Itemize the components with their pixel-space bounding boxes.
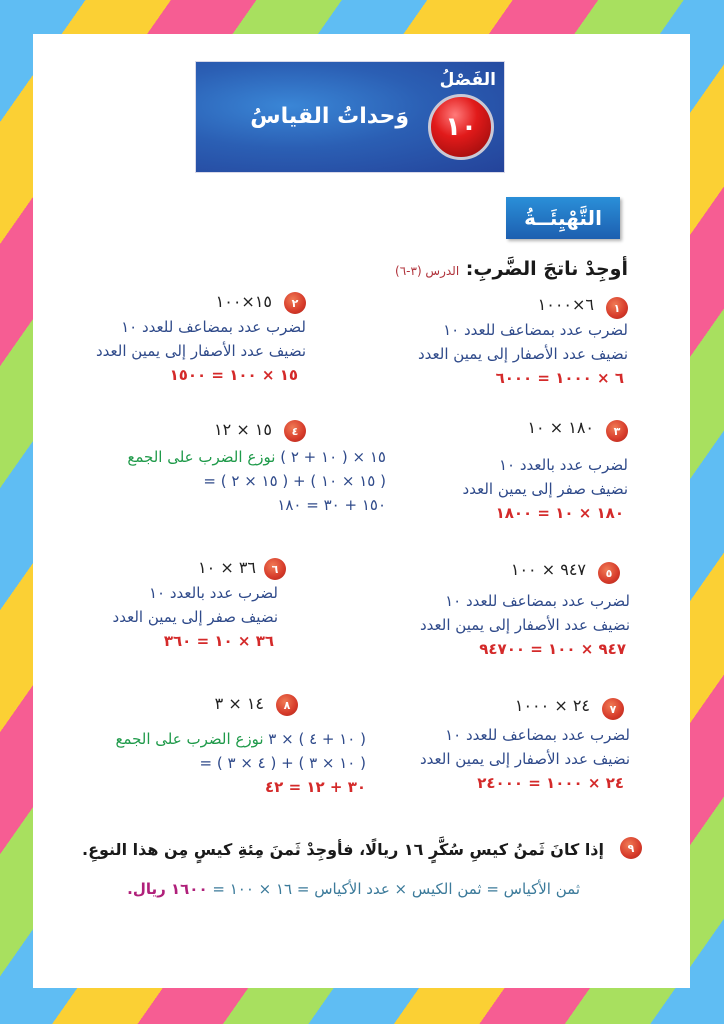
explanation-line: نضيف عدد الأصفار إلى يمين العدد xyxy=(420,616,630,634)
explanation-line: لضرب عدد بمضاعف للعدد ١٠ xyxy=(121,318,306,336)
explanation-line: نضيف عدد الأصفار إلى يمين العدد xyxy=(418,345,628,363)
problem-8 xyxy=(115,694,366,799)
answer: ٩٤٧ × ١٠٠ = ٩٤٧٠٠ xyxy=(479,640,626,658)
explanation-line: ( ١٥ × ١٠ ) + ( ١٥ × ٢ ) = xyxy=(203,472,386,490)
instruction xyxy=(395,258,628,280)
problem-3 xyxy=(463,418,628,525)
number-badge: ٥ xyxy=(598,562,620,584)
answer: ١٥ × ١٠٠ = ١٥٠٠ xyxy=(169,366,298,384)
explanation-line: نضيف عدد الأصفار إلى يمين العدد xyxy=(96,342,306,360)
explanation-line: نضيف عدد الأصفار إلى يمين العدد xyxy=(420,750,630,768)
problem-expression: ١٤ × ٣ xyxy=(214,694,264,713)
number-badge: ٢ xyxy=(284,292,306,314)
distribution-step: ١٥ × ( ١٠ + ٢ ) xyxy=(280,448,386,466)
problem-2 xyxy=(96,292,306,387)
lesson-ref: الدرس (٣-٦) xyxy=(395,264,460,278)
number-badge: ٣ xyxy=(606,420,628,442)
answer: ٣٠ + ١٢ = ٤٢ xyxy=(265,778,366,796)
explanation-line xyxy=(115,727,366,751)
word-problem-question: إذا كانَ ثَمنُ كيسِ سُكَّرٍ ١٦ ريالًا، فأوجِدْ ثَمنَ مِئةِ كيسٍ مِن هذا النوعِ. xyxy=(81,840,604,859)
chapter-title: وَحداتُ القياسُ xyxy=(250,104,409,129)
problem-expression: ١٥×١٠٠ xyxy=(215,292,272,311)
distribution-note: نوزع الضرب على الجمع xyxy=(115,730,264,748)
explanation-line: ١٥٠ + ٣٠ = ١٨٠ xyxy=(277,496,386,514)
problem-expression: ٣٦ × ١٠ xyxy=(198,558,256,577)
problem-expression: ١٥ × ١٢ xyxy=(214,420,272,439)
number-badge: ٧ xyxy=(602,698,624,720)
distribution-step: ( ١٠ + ٤ ) × ٣ xyxy=(268,730,366,748)
answer: ٦ × ١٠٠٠ = ٦٠٠٠ xyxy=(495,369,624,387)
section-title-text: التَّهْيِئَــةُ xyxy=(524,206,602,230)
explanation-line xyxy=(127,445,386,469)
explanation-line: لضرب عدد بالعدد ١٠ xyxy=(148,584,278,602)
number-badge: ٩ xyxy=(620,837,642,859)
word-problem-solution xyxy=(127,880,580,898)
explanation-line: لضرب عدد بالعدد ١٠ xyxy=(498,456,628,474)
chapter-banner xyxy=(195,61,505,173)
problem-expression: ٢٤ × ١٠٠٠ xyxy=(514,696,590,715)
solution-text: ثمن الأكياس = ثمن الكيس × عدد الأكياس = ١٦ × ١٠٠ = xyxy=(207,880,580,898)
problem-expression: ٩٤٧ × ١٠٠ xyxy=(510,560,586,579)
problem-6 xyxy=(113,558,286,653)
explanation-line: نضيف صفر إلى يمين العدد xyxy=(112,608,278,626)
problem-5 xyxy=(420,560,630,661)
problem-expression: ٦×١٠٠٠ xyxy=(537,295,594,314)
explanation-line: نضيف صفر إلى يمين العدد xyxy=(462,480,628,498)
problem-7 xyxy=(420,696,630,795)
solution-total: ١٦٠٠ ريال. xyxy=(127,880,208,898)
instruction-text: أوجِدْ ناتجَ الضَّربِ: xyxy=(465,258,628,280)
section-title xyxy=(506,197,620,239)
explanation-line: لضرب عدد بمضاعف للعدد ١٠ xyxy=(443,321,628,339)
problem-expression: ١٨٠ × ١٠ xyxy=(527,418,594,437)
answer: ١٨٠ × ١٠ = ١٨٠٠ xyxy=(495,504,624,522)
explanation-line: ( ١٠ × ٣ ) + ( ٤ × ٣ ) = xyxy=(199,754,366,772)
problem-4 xyxy=(127,420,386,517)
number-badge: ١ xyxy=(606,297,628,319)
distribution-note: نوزع الضرب على الجمع xyxy=(127,448,276,466)
chapter-number: ١٠ xyxy=(445,112,477,142)
number-badge: ٦ xyxy=(264,558,286,580)
chapter-label: الفَصْلُ xyxy=(439,70,496,90)
answer: ٢٤ × ١٠٠٠ = ٢٤٠٠٠ xyxy=(477,774,624,792)
answer: ٣٦ × ١٠ = ٣٦٠ xyxy=(163,632,274,650)
problem-1 xyxy=(418,295,628,390)
chapter-number-badge xyxy=(428,94,494,160)
explanation-line: لضرب عدد بمضاعف للعدد ١٠ xyxy=(445,726,630,744)
number-badge: ٤ xyxy=(284,420,306,442)
explanation-line: لضرب عدد بمضاعف للعدد ١٠ xyxy=(445,592,630,610)
number-badge: ٨ xyxy=(276,694,298,716)
